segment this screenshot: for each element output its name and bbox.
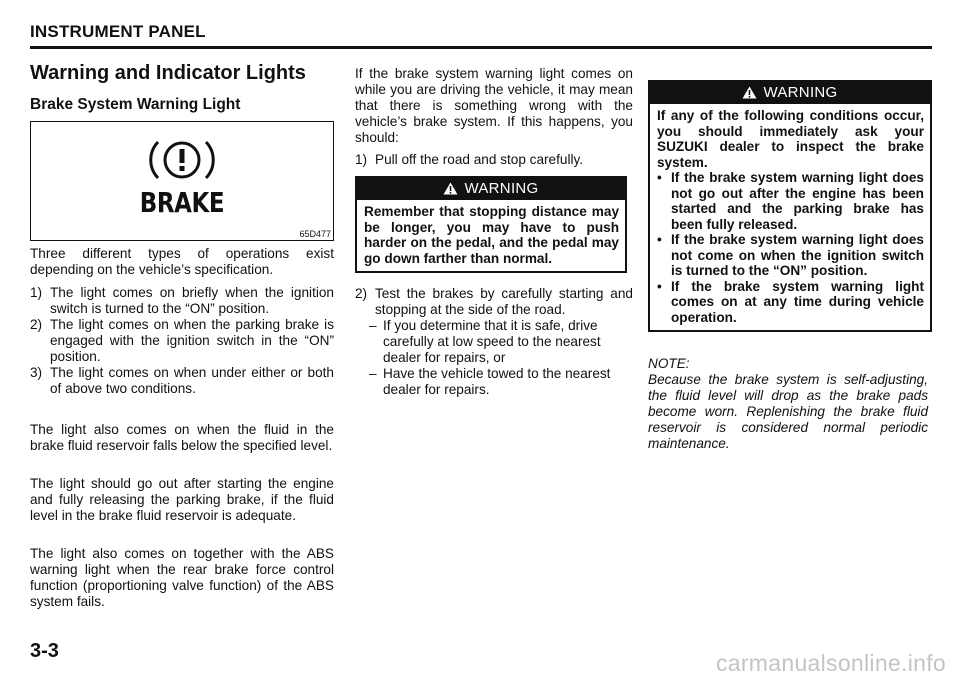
bullet-marker: • xyxy=(657,278,662,294)
warning-text: Remember that stopping distance may be longer, you may have to push harder on the pedal, and the pedal may go down farther than normal. xyxy=(364,204,619,266)
list-number: 2) xyxy=(355,286,368,301)
bullet-marker: • xyxy=(657,170,662,185)
list-text: If you determine that it is safe, drive carefully at low speed to the nearest dealer for repairs, or xyxy=(383,318,601,365)
step-1 xyxy=(355,152,633,168)
list-text: Have the vehicle towed to the nearest dealer for repairs. xyxy=(383,366,611,397)
sub-list-item xyxy=(355,318,633,366)
brake-warning-symbol-icon xyxy=(143,132,221,188)
list-text: The light comes on when the parking brake is engaged with the ignition switch in the “ON” position. xyxy=(50,317,334,364)
header-rule xyxy=(30,46,932,49)
list-number: 3) xyxy=(30,365,43,380)
list-number: 1) xyxy=(355,152,368,167)
warning-triangle-icon xyxy=(443,182,458,195)
bullet-text: If the brake system warning light comes on at any time during vehicle operation. xyxy=(671,278,924,325)
operation-list xyxy=(30,285,334,397)
brake-warning-figure xyxy=(30,121,334,241)
warning-bullet xyxy=(657,170,924,232)
warning-bullet xyxy=(657,279,924,326)
list-item xyxy=(30,317,334,365)
list-text: Pull off the road and stop carefully. xyxy=(375,152,584,167)
warning-header xyxy=(650,82,930,104)
figure-code: 65D477 xyxy=(299,229,331,239)
list-number: 1) xyxy=(30,285,43,300)
warning-triangle-icon xyxy=(742,86,757,99)
light-off-paragraph: The light should go out after starting the engine and fully releasing the parking brake, if the fluid level in the brake fluid reservoir is adequate. xyxy=(30,476,334,523)
list-item xyxy=(355,286,633,318)
warning-body xyxy=(650,104,930,330)
list-item xyxy=(355,152,633,168)
subsection-title: Brake System Warning Light xyxy=(30,96,241,113)
abs-paragraph: The light also comes on together with the ABS warning light when the rear brake force control function (proportioning valve function) of the ABS system fails. xyxy=(30,546,334,609)
warning-title: WARNING xyxy=(464,180,539,197)
note-text: Because the brake system is self-adjusting, the fluid level will drop as the brake pads become worn. Replenishing the brake fluid reservoir is considered normal periodic maintenance. xyxy=(648,372,928,451)
sub-list-item xyxy=(355,366,633,398)
watermark: carmanualsonline.info xyxy=(715,650,946,676)
list-number: 2) xyxy=(30,317,43,332)
list-text: The light comes on when under either or both of above two conditions. xyxy=(50,365,334,396)
dash-marker: – xyxy=(369,366,377,381)
intro-paragraph: Three different types of operations exist depending on the vehicle’s specification. xyxy=(30,246,334,277)
page-header-title: INSTRUMENT PANEL xyxy=(30,22,206,41)
fluid-level-paragraph: The light also comes on when the fluid in the brake fluid reservoir falls below the specified level. xyxy=(30,422,334,453)
warning-box-inspect xyxy=(648,80,932,332)
section-title: Warning and Indicator Lights xyxy=(30,62,306,84)
list-item xyxy=(30,285,334,317)
warning-intro: If any of the following conditions occur, you should immediately ask your SUZUKI dealer to inspect the brake system. xyxy=(657,108,924,170)
warning-title: WARNING xyxy=(763,84,838,101)
dash-marker: – xyxy=(369,318,377,333)
list-text: Test the brakes by carefully starting and stopping at the side of the road. xyxy=(375,286,633,317)
warning-bullet xyxy=(657,232,924,279)
warning-box-stopping xyxy=(355,176,627,273)
warning-header xyxy=(357,178,625,200)
note-label: NOTE: xyxy=(648,356,690,371)
list-text: The light comes on briefly when the ignition switch is turned to the “ON” position. xyxy=(50,285,334,316)
list-item xyxy=(30,365,334,397)
middle-intro-paragraph: If the brake system warning light comes on while you are driving the vehicle, it may mean that there is something wrong with the vehicle’s brake system. If this happens, you should: xyxy=(355,66,633,145)
bullet-text: If the brake system warning light does not go out after the engine has been started and the parking brake has been fully released. xyxy=(671,170,924,232)
step-2 xyxy=(355,286,633,398)
bullet-marker: • xyxy=(657,232,662,247)
brake-label: BRAKE xyxy=(139,186,225,219)
bullet-text: If the brake system warning light does not come on when the ignition switch is turned to the “ON” position. xyxy=(671,232,924,278)
page-number: 3-3 xyxy=(30,640,59,662)
